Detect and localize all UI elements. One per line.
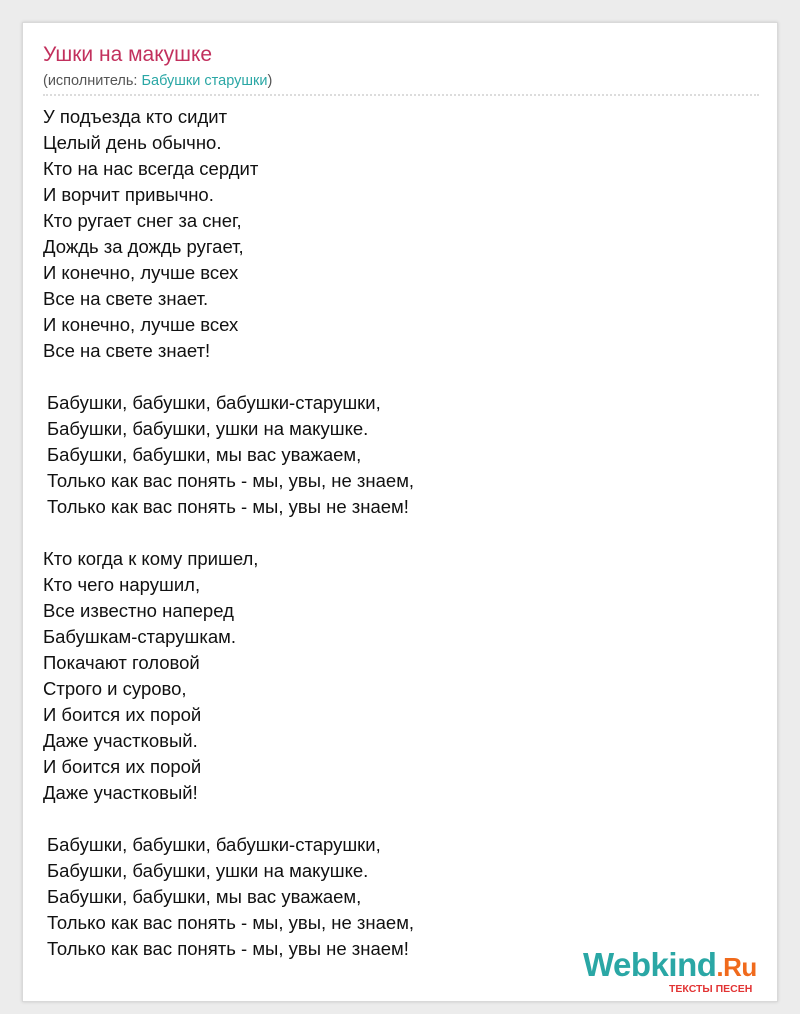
lyric-line: Кто ругает снег за снег, <box>43 210 242 231</box>
lyric-line: Бабушки, бабушки, бабушки-старушки, <box>47 392 381 413</box>
verse-stanza <box>43 546 414 806</box>
lyric-line: И боится их порой <box>43 704 202 725</box>
lyric-line: И конечно, лучше всех <box>43 314 239 335</box>
lyric-line: Только как вас понять - мы, увы не знаем! <box>47 496 409 517</box>
lyric-line: Бабушки, бабушки, ушки на макушке. <box>47 860 369 881</box>
webkind-logo[interactable] <box>583 946 783 996</box>
logo-brand-name: Webkind <box>583 946 717 983</box>
lyric-line: И ворчит привычно. <box>43 184 214 205</box>
lyric-line: Кто чего нарушил, <box>43 574 201 595</box>
artist-suffix: ) <box>267 73 273 89</box>
lyric-line: Бабушкам-старушкам. <box>43 626 237 647</box>
lyric-line: Даже участковый. <box>43 730 198 751</box>
logo-tagline: ТЕКСТЫ ПЕСЕН <box>669 983 753 995</box>
lyric-line: Кто когда к кому пришел, <box>43 548 259 569</box>
lyric-line: Все на свете знает. <box>43 288 209 309</box>
lyric-line: Кто на нас всегда сердит <box>43 158 259 179</box>
lyric-line: У подъезда кто сидит <box>43 106 228 127</box>
artist-prefix: (исполнитель: <box>43 73 142 89</box>
lyric-line: Все известно наперед <box>43 600 234 621</box>
logo-tld: .Ru <box>716 952 757 982</box>
lyrics-card <box>22 22 778 1002</box>
lyric-line: Бабушки, бабушки, мы вас уважаем, <box>47 444 362 465</box>
verse-stanza <box>43 104 414 364</box>
artist-line <box>43 73 272 89</box>
lyric-line: Бабушки, бабушки, мы вас уважаем, <box>47 886 362 907</box>
song-title: Ушки на макушке <box>43 43 213 66</box>
lyric-line: Только как вас понять - мы, увы не знаем! <box>47 938 409 959</box>
lyric-line: Покачают головой <box>43 652 200 673</box>
lyric-line: Все на свете знает! <box>43 340 211 361</box>
lyric-line: И боится их порой <box>43 756 202 777</box>
lyric-line: Целый день обычно. <box>43 132 222 153</box>
lyrics-body <box>43 104 414 988</box>
chorus-stanza <box>43 390 414 520</box>
lyric-line: Бабушки, бабушки, бабушки-старушки, <box>47 834 381 855</box>
artist-link[interactable]: Бабушки старушки <box>141 73 268 89</box>
title-divider <box>43 94 759 96</box>
lyric-line: И конечно, лучше всех <box>43 262 239 283</box>
lyric-line: Даже участковый! <box>43 782 198 803</box>
lyric-line: Строго и сурово, <box>43 678 187 699</box>
logo-brand <box>583 946 757 984</box>
lyric-line: Только как вас понять - мы, увы, не знаем, <box>47 912 415 933</box>
lyric-line: Бабушки, бабушки, ушки на макушке. <box>47 418 369 439</box>
lyric-line: Дождь за дождь ругает, <box>43 236 244 257</box>
chorus-stanza <box>43 832 414 962</box>
lyric-line: Только как вас понять - мы, увы, не знаем, <box>47 470 415 491</box>
